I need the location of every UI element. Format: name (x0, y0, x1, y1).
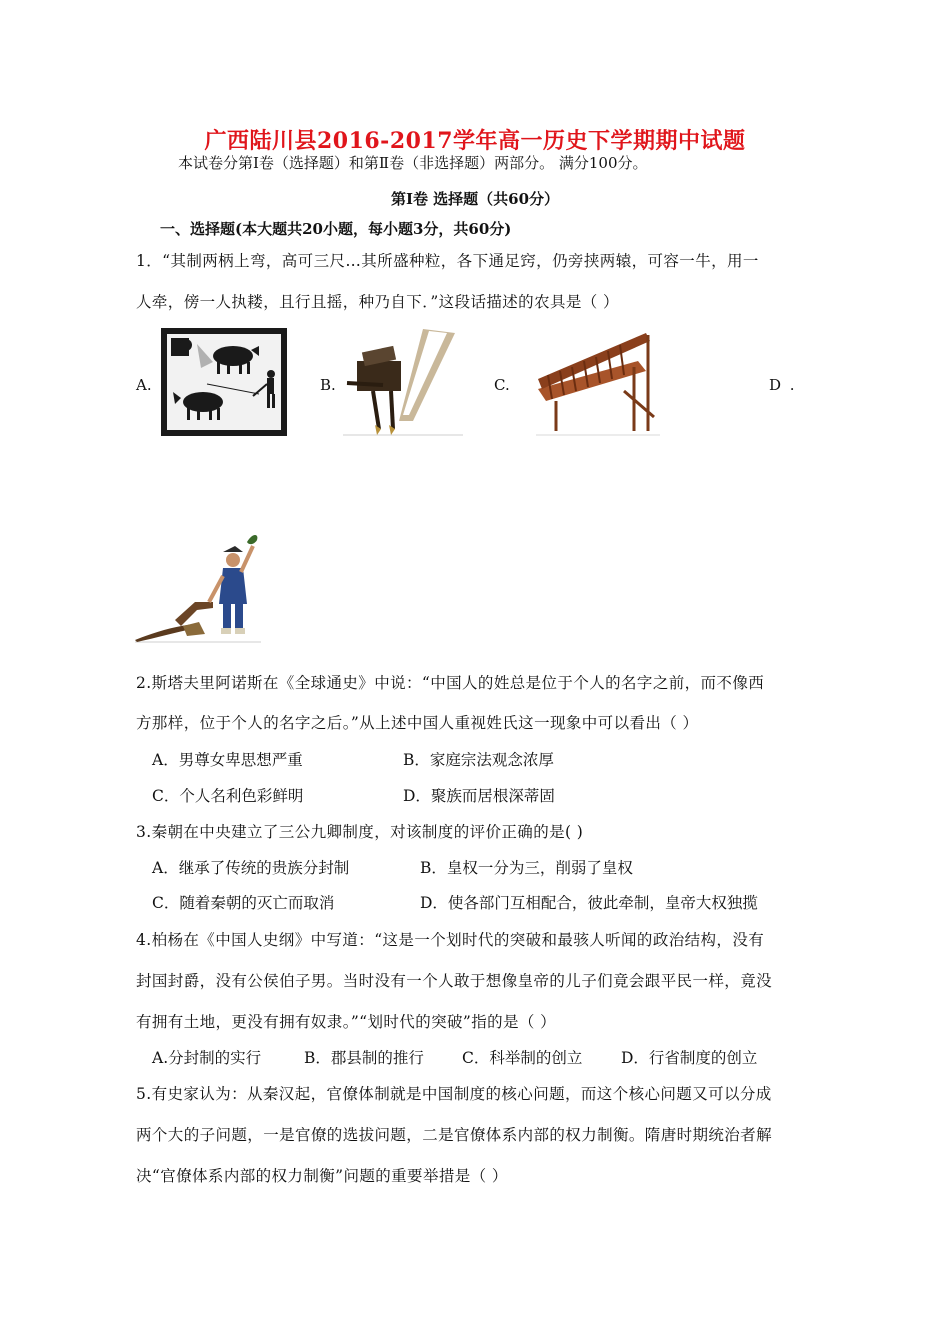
q1-line2: 人牵，傍一人执耧，且行且摇，种乃自下．”这段话描述的农具是（ ） (136, 293, 619, 311)
q5-line2: 两个大的子问题，一是官僚的选拔问题，二是官僚体系内部的权力制衡。隋唐时期统治者解 (136, 1126, 773, 1144)
q1-option-d-image (135, 528, 261, 644)
q5-line3: 决“官僚体系内部的权力制衡”问题的重要举措是（ ） (136, 1167, 508, 1185)
q1-option-b-image (343, 325, 463, 437)
q4-line1: 4.柏杨在《中国人史纲》中写道：“这是一个划时代的突破和最骇人听闻的政治结构，没有 (136, 931, 765, 949)
q3-option-a[interactable]: A．继承了传统的贵族分封制 (152, 859, 350, 877)
q3-option-d[interactable]: D．使各部门互相配合，彼此牵制，皇帝大权独揽 (420, 894, 758, 912)
q4-option-d[interactable]: D．行省制度的创立 (621, 1049, 758, 1067)
q4-line2: 封国封爵，没有公侯伯子男。当时没有一个人敢于想像皇帝的儿子们竟会跟平民一样，竟没 (136, 972, 773, 990)
q1-option-c-image (536, 327, 660, 437)
q4-line3: 有拥有土地，更没有拥有奴隶。”“划时代的突破”指的是（ ） (136, 1013, 557, 1031)
q4-option-a[interactable]: A.分封制的实行 (152, 1049, 262, 1067)
q1-line1: 1．“其制两柄上弯，高可三尺…其所盛种粒，各下通足窍，仍旁挟两辕，可容一牛，用一 (136, 252, 759, 270)
q2-option-b[interactable]: B．家庭宗法观念浓厚 (403, 751, 554, 769)
exam-intro: 本试卷分第Ⅰ卷（选择题）和第Ⅱ卷（非选择题）两部分。 满分100分。 (178, 154, 648, 172)
q5-line1: 5.有史家认为：从秦汉起，官僚体制就是中国制度的核心问题，而这个核心问题又可以分成 (136, 1085, 772, 1103)
q2-option-a[interactable]: A．男尊女卑思想严重 (152, 751, 303, 769)
q2-option-c[interactable]: C．个人名利色彩鲜明 (152, 787, 304, 805)
q4-option-c[interactable]: C．科举制的创立 (462, 1049, 583, 1067)
q1-option-d-label: D . (769, 376, 797, 394)
q1-option-a-image (161, 328, 287, 436)
q1-option-c-label: C. (494, 376, 510, 394)
q3-option-b[interactable]: B．皇权一分为三，削弱了皇权 (420, 859, 633, 877)
q1-option-a-label: A. (136, 376, 152, 394)
section-heading: 第Ⅰ卷 选择题（共60分） (390, 190, 560, 208)
section-subheading: 一、选择题(本大题共20小题，每小题3分，共60分) (160, 220, 512, 238)
q2-line1: 2.斯塔夫里阿诺斯在《全球通史》中说：“中国人的姓总是位于个人的名字之前，而不像西 (136, 674, 765, 692)
q4-option-b[interactable]: B．郡县制的推行 (304, 1049, 424, 1067)
q3-option-c[interactable]: C．随着秦朝的灭亡而取消 (152, 894, 335, 912)
q2-option-d[interactable]: D．聚族而居根深蒂固 (403, 787, 555, 805)
q1-option-b-label: B. (320, 376, 336, 394)
exam-title: 广西陆川县2016-2017学年高一历史下学期期中试题 (204, 128, 746, 154)
q2-line2: 方那样，位于个人的名字之后。”从上述中国人重视姓氏这一现象中可以看出（ ） (136, 714, 699, 732)
q3-line1: 3.秦朝在中央建立了三公九卿制度，对该制度的评价正确的是( ) (136, 823, 584, 841)
